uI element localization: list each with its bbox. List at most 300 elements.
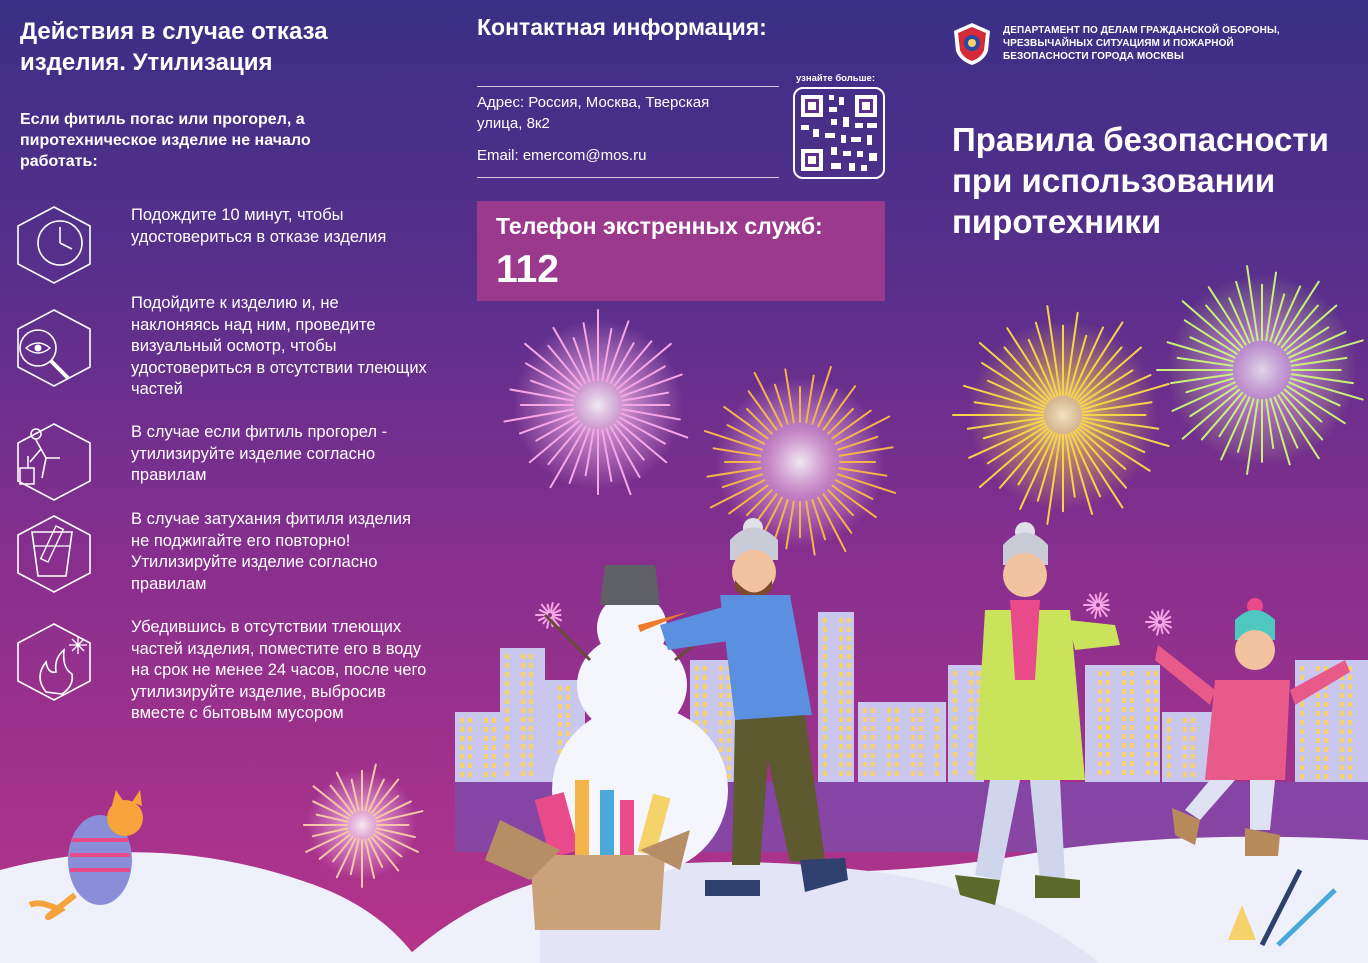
building-window bbox=[558, 731, 562, 736]
building-window bbox=[719, 711, 723, 716]
building-window bbox=[558, 740, 562, 745]
building-window bbox=[529, 744, 533, 749]
building-window bbox=[484, 772, 488, 777]
building-window bbox=[521, 699, 525, 704]
building-window bbox=[935, 726, 939, 731]
building-window bbox=[1098, 761, 1102, 766]
building-window bbox=[492, 736, 496, 741]
building-window bbox=[727, 711, 731, 716]
building-window bbox=[919, 726, 923, 731]
building-window bbox=[1300, 747, 1304, 752]
building-window bbox=[1154, 770, 1158, 775]
building-window bbox=[935, 717, 939, 722]
building-window bbox=[953, 671, 957, 676]
left-title: Действия в случае отказа изделия. Утилизация bbox=[20, 18, 328, 76]
building-window bbox=[1154, 743, 1158, 748]
building-window bbox=[871, 771, 875, 776]
building-window bbox=[863, 717, 867, 722]
building-window bbox=[895, 717, 899, 722]
building-window bbox=[695, 666, 699, 671]
building-window bbox=[847, 645, 851, 650]
building-window bbox=[1154, 707, 1158, 712]
department-name: ДЕПАРТАМЕНТ ПО ДЕЛАМ ГРАЖДАНСКОЙ ОБОРОНЫ, ЧРЕЗВЫЧАЙНЫХ СИТУАЦИЯМ И ПОЖАРНОЙ БЕЗОПАСНОСТИ ГОРОДА МОСКВЫ bbox=[1003, 25, 1280, 62]
building-window bbox=[505, 753, 509, 758]
building-window bbox=[1183, 718, 1187, 723]
building-window bbox=[863, 735, 867, 740]
building-window bbox=[1146, 752, 1150, 757]
building-window bbox=[460, 772, 464, 777]
building-window bbox=[1130, 743, 1134, 748]
building-window bbox=[919, 753, 923, 758]
building-window bbox=[847, 744, 851, 749]
building-window bbox=[1324, 756, 1328, 761]
building-window bbox=[1130, 689, 1134, 694]
building-window bbox=[823, 645, 827, 650]
building-window bbox=[969, 689, 973, 694]
building-window bbox=[529, 753, 533, 758]
building-window bbox=[1146, 671, 1150, 676]
building-window bbox=[1348, 747, 1352, 752]
building-window bbox=[1340, 684, 1344, 689]
building-window bbox=[847, 726, 851, 731]
building-window bbox=[839, 672, 843, 677]
building-window bbox=[719, 666, 723, 671]
building-window bbox=[1324, 738, 1328, 743]
building-window bbox=[935, 771, 939, 776]
building-window bbox=[1130, 680, 1134, 685]
building-window bbox=[953, 761, 957, 766]
building-window bbox=[521, 717, 525, 722]
divider-bottom bbox=[477, 177, 779, 178]
building-window bbox=[839, 654, 843, 659]
building-window bbox=[823, 690, 827, 695]
building-window bbox=[839, 645, 843, 650]
building-window bbox=[887, 744, 891, 749]
building-window bbox=[1324, 702, 1328, 707]
building-window bbox=[1316, 702, 1320, 707]
building-window bbox=[969, 761, 973, 766]
building-window bbox=[1340, 720, 1344, 725]
building-window bbox=[695, 711, 699, 716]
building-window bbox=[863, 708, 867, 713]
building-window bbox=[1146, 698, 1150, 703]
building-window bbox=[1340, 711, 1344, 716]
building-window bbox=[1191, 754, 1195, 759]
building-window bbox=[823, 618, 827, 623]
building-window bbox=[1106, 743, 1110, 748]
building-window bbox=[1340, 774, 1344, 779]
building-window bbox=[1191, 745, 1195, 750]
department-emblem-icon bbox=[952, 21, 992, 67]
building-window bbox=[1183, 745, 1187, 750]
building-window bbox=[847, 717, 851, 722]
building-window bbox=[1316, 711, 1320, 716]
building-window bbox=[847, 762, 851, 767]
building-window bbox=[695, 684, 699, 689]
building-window bbox=[887, 771, 891, 776]
building-window bbox=[977, 680, 981, 685]
building-window bbox=[1098, 680, 1102, 685]
building-window bbox=[1300, 666, 1304, 671]
building-window bbox=[823, 717, 827, 722]
building-window bbox=[703, 684, 707, 689]
building-window bbox=[529, 708, 533, 713]
building-window bbox=[1122, 734, 1126, 739]
building-window bbox=[977, 671, 981, 676]
building-window bbox=[468, 763, 472, 768]
building-window bbox=[1316, 747, 1320, 752]
building-window bbox=[719, 702, 723, 707]
building-window bbox=[521, 654, 525, 659]
building-window bbox=[1167, 727, 1171, 732]
building-window bbox=[839, 618, 843, 623]
building-window bbox=[1300, 711, 1304, 716]
building-window bbox=[492, 772, 496, 777]
building-window bbox=[969, 725, 973, 730]
building-window bbox=[1324, 720, 1328, 725]
building-window bbox=[695, 702, 699, 707]
building-window bbox=[460, 745, 464, 750]
clock-icon bbox=[16, 205, 92, 285]
building-window bbox=[839, 699, 843, 704]
building-window bbox=[935, 762, 939, 767]
building-window bbox=[719, 675, 723, 680]
building-window bbox=[1300, 738, 1304, 743]
building-window bbox=[847, 735, 851, 740]
water-glass-icon bbox=[16, 514, 92, 594]
building-window bbox=[1183, 772, 1187, 777]
building-window bbox=[1106, 698, 1110, 703]
building-window bbox=[703, 720, 707, 725]
building-window bbox=[847, 627, 851, 632]
building-window bbox=[1324, 747, 1328, 752]
building-window bbox=[505, 699, 509, 704]
qr-code[interactable] bbox=[793, 87, 885, 179]
building-window bbox=[1340, 729, 1344, 734]
building-window bbox=[823, 708, 827, 713]
building-window bbox=[871, 744, 875, 749]
building-window bbox=[953, 716, 957, 721]
building-window bbox=[953, 770, 957, 775]
building-window bbox=[521, 708, 525, 713]
building-window bbox=[1167, 763, 1171, 768]
building-window bbox=[887, 726, 891, 731]
building-window bbox=[1106, 752, 1110, 757]
building-window bbox=[895, 762, 899, 767]
building-window bbox=[1130, 770, 1134, 775]
building-window bbox=[895, 726, 899, 731]
building-window bbox=[566, 722, 570, 727]
building-window bbox=[1340, 693, 1344, 698]
building-window bbox=[1300, 720, 1304, 725]
building-window bbox=[969, 698, 973, 703]
building-window bbox=[460, 754, 464, 759]
building-window bbox=[460, 763, 464, 768]
building-window bbox=[1098, 707, 1102, 712]
emergency-phone-number[interactable]: 112 bbox=[496, 248, 559, 291]
building-window bbox=[521, 753, 525, 758]
building-window bbox=[1154, 671, 1158, 676]
building-window bbox=[529, 735, 533, 740]
building-window bbox=[468, 718, 472, 723]
building-window bbox=[1316, 738, 1320, 743]
building-window bbox=[1324, 711, 1328, 716]
building-window bbox=[1098, 734, 1102, 739]
building-window bbox=[823, 681, 827, 686]
building-window bbox=[505, 663, 509, 668]
building-window bbox=[727, 693, 731, 698]
building-window bbox=[727, 702, 731, 707]
building-window bbox=[847, 636, 851, 641]
building-window bbox=[887, 717, 891, 722]
building-window bbox=[863, 771, 867, 776]
step-3-text: В случае если фитиль прогорел - утилизируйте изделие согласно правилам bbox=[131, 423, 388, 485]
building-window bbox=[505, 762, 509, 767]
building-window bbox=[1316, 666, 1320, 671]
building-window bbox=[505, 681, 509, 686]
building-window bbox=[1106, 689, 1110, 694]
building-window bbox=[529, 762, 533, 767]
building-window bbox=[863, 726, 867, 731]
main-title: Правила безопасности при использовании пиротехники bbox=[952, 121, 1329, 240]
building-window bbox=[847, 699, 851, 704]
building-window bbox=[1098, 689, 1102, 694]
building-window bbox=[727, 756, 731, 761]
building-window bbox=[566, 695, 570, 700]
building-window bbox=[823, 735, 827, 740]
building-window bbox=[919, 717, 923, 722]
step-5-text: Убедившись в отсутствии тлеющих частей изделия, поместите его в воду на срок не менее 24 часов, после чего утилизируйте изделие, выбросив вместе с бытовым мусором bbox=[131, 618, 427, 723]
building-window bbox=[1146, 743, 1150, 748]
building-window bbox=[1340, 738, 1344, 743]
building-window bbox=[1098, 671, 1102, 676]
building-window bbox=[727, 765, 731, 770]
building-window bbox=[1167, 736, 1171, 741]
building-window bbox=[839, 690, 843, 695]
building-window bbox=[1154, 680, 1158, 685]
building-window bbox=[492, 718, 496, 723]
building-window bbox=[911, 726, 915, 731]
left-intro: Если фитиль погас или прогорел, а пиротехническое изделие не начало работать: bbox=[20, 111, 311, 170]
building-window bbox=[1300, 765, 1304, 770]
building-window bbox=[521, 690, 525, 695]
building-window bbox=[1191, 718, 1195, 723]
building-window bbox=[935, 708, 939, 713]
building-window bbox=[492, 727, 496, 732]
building-window bbox=[529, 771, 533, 776]
building-window bbox=[1316, 765, 1320, 770]
building-window bbox=[911, 744, 915, 749]
building-window bbox=[1130, 707, 1134, 712]
contact-email[interactable]: Email: emercom@mos.ru bbox=[477, 147, 647, 164]
building-window bbox=[460, 718, 464, 723]
building-window bbox=[969, 743, 973, 748]
building-window bbox=[492, 745, 496, 750]
building-window bbox=[521, 681, 525, 686]
building-window bbox=[823, 636, 827, 641]
qr-code-icon bbox=[795, 89, 883, 177]
building-window bbox=[919, 771, 923, 776]
building-window bbox=[1300, 675, 1304, 680]
building-window bbox=[1300, 756, 1304, 761]
building-window bbox=[1154, 698, 1158, 703]
building-window bbox=[1183, 727, 1187, 732]
building-window bbox=[847, 681, 851, 686]
building-window bbox=[1316, 774, 1320, 779]
building-window bbox=[529, 717, 533, 722]
building-window bbox=[1191, 727, 1195, 732]
disposal-person-icon bbox=[16, 422, 92, 502]
building-window bbox=[969, 707, 973, 712]
building-window bbox=[1348, 729, 1352, 734]
building-window bbox=[1191, 772, 1195, 777]
building-window bbox=[703, 666, 707, 671]
building-window bbox=[1183, 754, 1187, 759]
building-window bbox=[1106, 707, 1110, 712]
building-window bbox=[719, 693, 723, 698]
building-window bbox=[703, 711, 707, 716]
building-window bbox=[871, 753, 875, 758]
building-window bbox=[969, 716, 973, 721]
building-window bbox=[911, 762, 915, 767]
building-window bbox=[847, 663, 851, 668]
building-window bbox=[558, 695, 562, 700]
building-window bbox=[1122, 707, 1126, 712]
building-window bbox=[1183, 736, 1187, 741]
building-window bbox=[911, 753, 915, 758]
building-window bbox=[1098, 743, 1102, 748]
building-window bbox=[823, 771, 827, 776]
building-window bbox=[935, 744, 939, 749]
building-window bbox=[1098, 698, 1102, 703]
building-window bbox=[969, 734, 973, 739]
building-window bbox=[1146, 716, 1150, 721]
emergency-phone-label: Телефон экстренных служб: bbox=[496, 213, 823, 239]
building-window bbox=[1154, 716, 1158, 721]
building-window bbox=[695, 675, 699, 680]
building-window bbox=[521, 672, 525, 677]
building-window bbox=[1316, 756, 1320, 761]
building-window bbox=[484, 736, 488, 741]
building-window bbox=[1106, 671, 1110, 676]
building-window bbox=[719, 738, 723, 743]
building-window bbox=[558, 722, 562, 727]
building-window bbox=[1154, 761, 1158, 766]
building-window bbox=[823, 744, 827, 749]
building-window bbox=[468, 772, 472, 777]
building-window bbox=[468, 736, 472, 741]
building-window bbox=[953, 698, 957, 703]
building-window bbox=[1130, 761, 1134, 766]
building-window bbox=[919, 708, 923, 713]
building-window bbox=[727, 720, 731, 725]
building-window bbox=[1122, 761, 1126, 766]
building-window bbox=[521, 744, 525, 749]
building-window bbox=[911, 771, 915, 776]
step-2-text: Подойдите к изделию и, не наклоняясь над ним, проведите визуальный осмотр, чтобы удостовериться в отсутствии тлеющих частей bbox=[131, 294, 427, 399]
building-window bbox=[871, 762, 875, 767]
building-window bbox=[1146, 680, 1150, 685]
building-window bbox=[703, 693, 707, 698]
building-window bbox=[1191, 763, 1195, 768]
building-window bbox=[521, 762, 525, 767]
building-window bbox=[887, 753, 891, 758]
building-window bbox=[1191, 736, 1195, 741]
building-window bbox=[871, 726, 875, 731]
building-window bbox=[847, 654, 851, 659]
building-window bbox=[1106, 680, 1110, 685]
building-window bbox=[468, 745, 472, 750]
building-window bbox=[1348, 702, 1352, 707]
building-window bbox=[1146, 761, 1150, 766]
building-window bbox=[823, 663, 827, 668]
magnifier-eye-icon bbox=[16, 308, 92, 388]
building-window bbox=[969, 680, 973, 685]
building-window bbox=[953, 680, 957, 685]
building-window bbox=[521, 726, 525, 731]
building-window bbox=[1098, 752, 1102, 757]
building-window bbox=[1122, 698, 1126, 703]
building-window bbox=[566, 686, 570, 691]
building-window bbox=[1154, 734, 1158, 739]
building-window bbox=[1154, 689, 1158, 694]
building-window bbox=[1130, 698, 1134, 703]
building-window bbox=[505, 771, 509, 776]
building-window bbox=[1130, 734, 1134, 739]
building-window bbox=[969, 752, 973, 757]
building-window bbox=[839, 726, 843, 731]
building-window bbox=[895, 771, 899, 776]
building-window bbox=[839, 744, 843, 749]
building-window bbox=[1300, 774, 1304, 779]
building-window bbox=[839, 717, 843, 722]
building-window bbox=[484, 718, 488, 723]
building-window bbox=[505, 672, 509, 677]
building-window bbox=[505, 708, 509, 713]
building-window bbox=[1122, 752, 1126, 757]
building-window bbox=[839, 681, 843, 686]
building-window bbox=[1146, 707, 1150, 712]
building-window bbox=[505, 726, 509, 731]
building-window bbox=[895, 735, 899, 740]
building-window bbox=[1154, 752, 1158, 757]
building-window bbox=[1316, 693, 1320, 698]
building-window bbox=[1167, 745, 1171, 750]
building-window bbox=[529, 681, 533, 686]
building-window bbox=[847, 771, 851, 776]
building-window bbox=[505, 744, 509, 749]
building-window bbox=[703, 702, 707, 707]
building-window bbox=[911, 708, 915, 713]
building-window bbox=[460, 727, 464, 732]
building-window bbox=[566, 704, 570, 709]
building-window bbox=[529, 654, 533, 659]
building-window bbox=[1154, 725, 1158, 730]
building-window bbox=[1122, 770, 1126, 775]
building-window bbox=[895, 753, 899, 758]
building-window bbox=[1340, 747, 1344, 752]
building-window bbox=[953, 689, 957, 694]
step-1-text: Подождите 10 минут, чтобы удостовериться в отказе изделия bbox=[131, 206, 387, 246]
building-window bbox=[839, 627, 843, 632]
building-window bbox=[468, 727, 472, 732]
divider-top bbox=[477, 86, 779, 87]
building-window bbox=[1098, 725, 1102, 730]
building-window bbox=[484, 727, 488, 732]
building-window bbox=[919, 744, 923, 749]
building-window bbox=[484, 745, 488, 750]
building-window bbox=[823, 627, 827, 632]
